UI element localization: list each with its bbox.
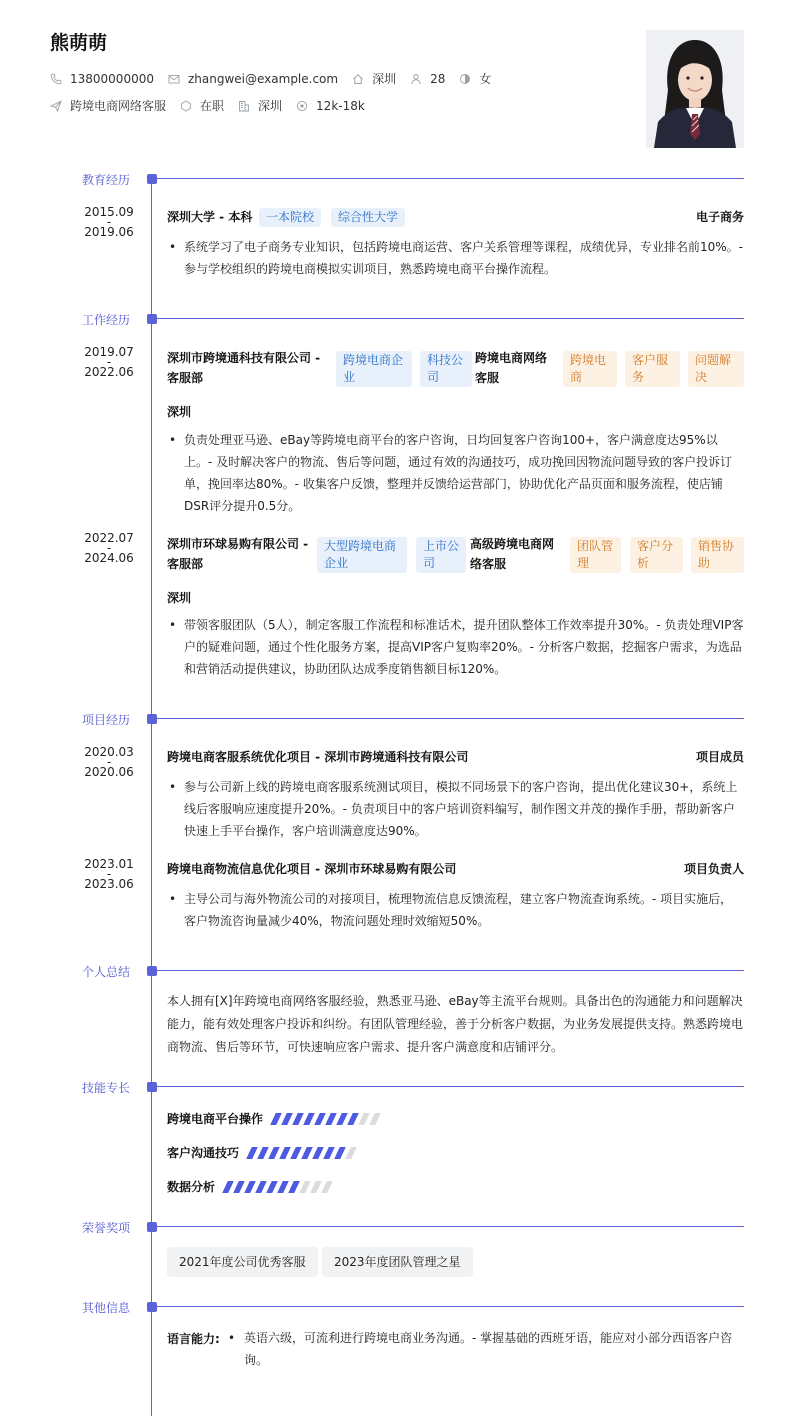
skill-row: [167, 1110, 383, 1127]
project-date: 2023.01 - 2023.06: [84, 857, 134, 891]
project-date: 2020.03 - 2020.06: [84, 745, 134, 779]
email-item: [168, 72, 338, 86]
age-item: [410, 72, 445, 86]
skill-level-segment: [323, 1147, 335, 1159]
skill-level-segment: [222, 1181, 234, 1193]
education-tag: 综合性大学: [331, 208, 405, 227]
phone-item: [50, 72, 154, 86]
target-city-item: [238, 97, 282, 114]
gender-text: 女: [479, 72, 492, 86]
skill-name: 客户沟通技巧: [167, 1146, 240, 1160]
job-item: [50, 97, 166, 114]
skill-level-segment: [334, 1147, 346, 1159]
skill-name: 跨境电商平台操作: [167, 1112, 264, 1126]
project-title: 跨境电商客服系统优化项目 - 深圳市跨境通科技有限公司: [167, 750, 469, 764]
education-school: 深圳大学 - 本科: [167, 210, 253, 224]
project-role: 项目负责人: [683, 862, 744, 876]
skill-level-segment: [336, 1113, 348, 1125]
honor-badge: 2023年度团队管理之星: [322, 1247, 473, 1277]
work-company: 深圳市环球易购有限公司 - 客服部: [167, 537, 309, 571]
phone-icon: [50, 73, 62, 85]
honor-badge: 2021年度公司优秀客服: [167, 1247, 318, 1277]
section-marker: [147, 1302, 157, 1312]
section-divider: [157, 1306, 744, 1307]
section-title-work: 工作经历: [82, 313, 131, 327]
other-label: 语言能力:: [167, 1332, 220, 1346]
city-item: [352, 70, 396, 87]
skill-level-segment: [255, 1181, 267, 1193]
send-icon: [50, 100, 62, 112]
skill-level-segment: [299, 1181, 311, 1193]
project-role: 项目成员: [695, 750, 744, 764]
skill-level-segment: [257, 1147, 269, 1159]
section-divider: [157, 1086, 744, 1087]
section-title-projects: 项目经历: [82, 713, 131, 727]
skill-level-bar: [273, 1113, 383, 1125]
salary-item: [296, 99, 365, 113]
role-tag: 销售协 助: [691, 537, 744, 573]
section-title-education: 教育经历: [82, 173, 131, 187]
skill-level-segment: [244, 1181, 256, 1193]
skill-level-segment: [325, 1113, 337, 1125]
skill-level-segment: [314, 1113, 326, 1125]
section-title-skills: 技能专长: [82, 1081, 131, 1095]
summary-text: 本人拥有[X]年跨境电商网络客服经验，熟悉亚马逊、eBay等主流平台规则。具备出色的沟通能力和问题解决能力，能有效处理客户投诉和纠纷。有团队管理经验，善于分析客户数据，为业务发展提供支持。熟悉跨境电商物流、售后等环节，可快速响应客户需求、提升客户满意度和店铺评分。: [167, 994, 744, 1054]
work-role: 跨境电商网络 客服: [475, 351, 548, 385]
user-icon: [410, 73, 422, 85]
project-title: 跨境电商物流信息优化项目 - 深圳市环球易购有限公司: [167, 862, 457, 876]
skill-level-segment: [279, 1147, 291, 1159]
skill-level-segment: [266, 1181, 278, 1193]
status-icon: [180, 100, 192, 112]
section-divider: [157, 1226, 744, 1227]
skill-level-segment: [270, 1113, 282, 1125]
work-company: 深圳市跨境通科技有限公司 - 客服部: [167, 351, 321, 385]
skill-level-segment: [303, 1113, 315, 1125]
skill-level-segment: [312, 1147, 324, 1159]
skill-level-bar: [225, 1181, 335, 1193]
work-role: 高级跨境电商网 络客服: [470, 537, 555, 571]
education-date: 2015.09 - 2019.06: [84, 205, 134, 239]
skill-level-segment: [321, 1181, 333, 1193]
role-tag: 问题解 决: [688, 351, 744, 387]
section-marker: [147, 1222, 157, 1232]
gender-item: [459, 70, 491, 87]
work-location: 深圳: [167, 405, 192, 419]
salary-text: 12k-18k: [316, 98, 365, 113]
skill-level-segment: [233, 1181, 245, 1193]
section-divider: [157, 970, 744, 971]
skill-level-segment: [246, 1147, 258, 1159]
section-divider: [157, 178, 744, 179]
section-title-honors: 荣誉奖项: [82, 1221, 131, 1235]
section-marker: [147, 174, 157, 184]
candidate-name: 熊萌萌: [50, 32, 108, 54]
job-text: 跨境电商网络客服: [70, 99, 167, 113]
skill-level-segment: [347, 1113, 359, 1125]
work-date: 2022.07 - 2024.06: [84, 531, 134, 565]
section-title-summary: 个人总结: [82, 965, 131, 979]
company-tag: 大型跨境电商 企业: [317, 537, 407, 573]
skill-level-bar: [249, 1147, 359, 1159]
work-date: 2019.07 - 2022.06: [84, 345, 134, 379]
section-marker: [147, 966, 157, 976]
section-marker: [147, 314, 157, 324]
role-tag: 客户分 析: [630, 537, 683, 573]
building-icon: [238, 100, 250, 112]
work-desc: • 带领客服团队（5人），制定客服工作流程和标准话术，提升团队整体工作效率提升30%。- 负责处理VIP客户的疑难问题，通过个性化服务方案，提高VIP客户复购率20%。- 分析客户数据，挖掘客户需求，为选品和营销活动提供建议，协助团队达成季度销售额目标120%。: [167, 614, 744, 680]
skill-level-segment: [301, 1147, 313, 1159]
skill-level-segment: [369, 1113, 381, 1125]
skill-level-segment: [358, 1113, 370, 1125]
role-tag: 客户服 务: [625, 351, 680, 387]
education-desc: • 系统学习了电子商务专业知识，包括跨境电商运营、客户关系管理等课程，成绩优异，专业排名前10%。- 参与学校组织的跨境电商模拟实训项目，熟悉跨境电商平台操作流程。: [167, 236, 744, 280]
section-marker: [147, 714, 157, 724]
skill-level-segment: [277, 1181, 289, 1193]
target-city-text: 深圳: [258, 99, 283, 113]
company-tag: 上市公 司: [416, 537, 466, 573]
section-divider: [157, 318, 744, 319]
email-text: zhangwei@example.com: [187, 71, 339, 86]
mail-icon: [168, 73, 180, 85]
city-text: 深圳: [372, 72, 397, 86]
status-item: [180, 97, 224, 114]
skill-level-segment: [288, 1181, 300, 1193]
work-location: 深圳: [167, 591, 192, 605]
profile-photo: [646, 30, 744, 148]
skill-level-segment: [281, 1113, 293, 1125]
skill-level-segment: [310, 1181, 322, 1193]
education-major: 电子商务: [695, 210, 744, 224]
project-desc: • 主导公司与海外物流公司的对接项目，梳理物流信息反馈流程，建立客户物流查询系统。- 项目实施后，客户物流咨询量减少40%，物流问题处理时效缩短50%。: [167, 888, 744, 932]
skill-row: [167, 1178, 335, 1195]
contact-row: [50, 70, 505, 87]
role-tag: 团队管 理: [570, 537, 621, 573]
skill-level-segment: [268, 1147, 280, 1159]
age-text: 28: [430, 71, 446, 86]
section-divider: [157, 718, 744, 719]
phone-text: 13800000000: [70, 71, 154, 86]
other-text: • 英语六级，可流利进行跨境电商业务沟通。- 掌握基础的西班牙语，能应对小部分西语客户咨询。: [228, 1327, 744, 1371]
skill-name: 数据分析: [167, 1180, 216, 1194]
company-tag: 跨境电商企 业: [336, 351, 412, 387]
skill-row: [167, 1144, 359, 1161]
intent-row: [50, 97, 379, 114]
skill-level-segment: [292, 1113, 304, 1125]
company-tag: 科技公 司: [420, 351, 472, 387]
project-desc: • 参与公司新上线的跨境电商客服系统测试项目，模拟不同场景下的客户咨询，提出优化建议30+，系统上线后客服响应速度提升20%。- 负责项目中的客户培训资料编写，制作图文并茂的操作手册，帮助新客户快速上手平台操作，客户培训满意度达90%。: [167, 776, 744, 842]
work-desc: • 负责处理亚马逊、eBay等跨境电商平台的客户咨询，日均回复客户咨询100+，客户满意度达95%以上。- 及时解决客户的物流、售后等问题，通过有效的沟通技巧，成功挽回因物流问题导致的客户投诉订单，挽回率达80%。- 收集客户反馈，整理并反馈给运营部门，协助优化产品页面和服务流程，使店铺DSR评分提升0.5分。: [167, 429, 744, 517]
skill-level-segment: [345, 1147, 357, 1159]
role-tag: 跨境电 商: [563, 351, 617, 387]
gender-icon: [459, 73, 471, 85]
skill-level-segment: [290, 1147, 302, 1159]
salary-icon: [296, 100, 308, 112]
education-tag: 一本院校: [259, 208, 321, 227]
section-marker: [147, 1082, 157, 1092]
status-text: 在职: [200, 99, 225, 113]
home-icon: [352, 73, 364, 85]
section-title-other: 其他信息: [82, 1301, 131, 1315]
